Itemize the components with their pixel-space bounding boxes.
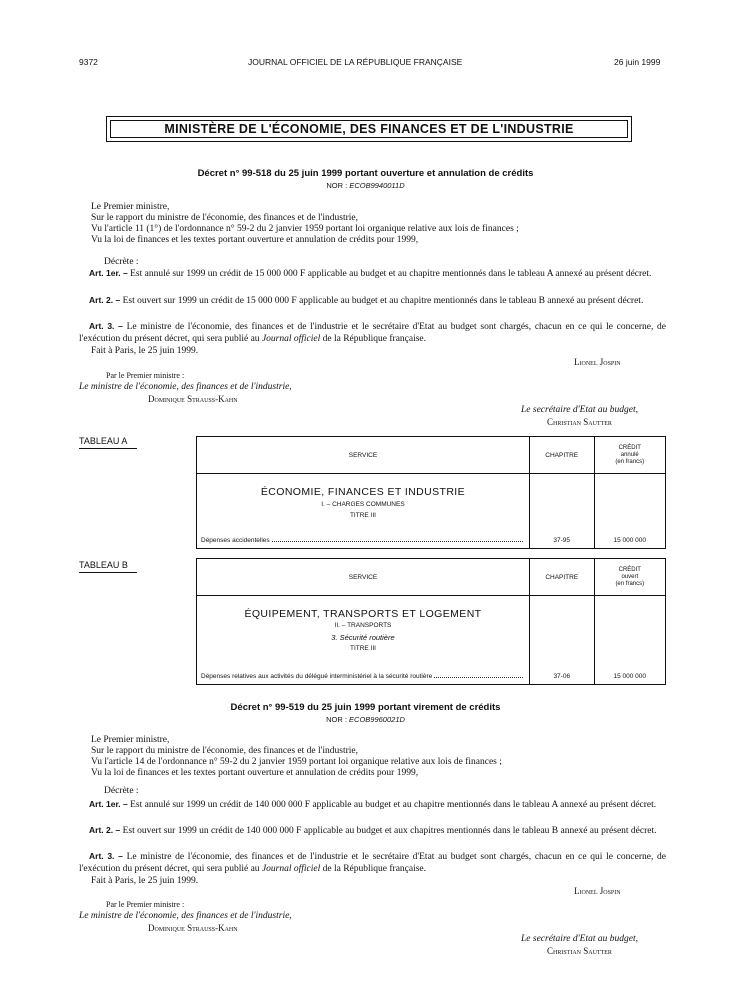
journal-officiel: Journal officiel xyxy=(261,333,321,344)
decree1-article-1 xyxy=(79,268,666,281)
decree1-preamble-line: Sur le rapport du ministre de l'économie, des finances et de l'industrie, xyxy=(91,213,358,223)
decree2-nor xyxy=(0,715,731,724)
subsubsection-heading: 3. Sécurité routière xyxy=(331,633,395,642)
column-header: SERVICE xyxy=(197,559,530,596)
decree2-title: Décret n° 99-519 du 25 juin 1999 portant virement de crédits xyxy=(230,702,501,713)
column-header: CHAPITRE xyxy=(529,437,594,474)
article-label: Art. 1er. – xyxy=(89,268,128,278)
page-number: 9372 xyxy=(79,57,98,67)
decree1-article-2 xyxy=(79,295,666,308)
decree1-signature-pm: Lionel Jospin xyxy=(574,357,621,367)
decree1-nor-label: NOR : xyxy=(326,181,348,190)
decree1-secretary-name: Christian Sautter xyxy=(547,417,612,427)
article-text: Est annulé sur 1999 un crédit de 140 000 000 F applicable au budget et au chapitre mentionnés dans le tableau A annexé au présent décret. xyxy=(130,800,657,810)
tableau-a-label: TABLEAU A xyxy=(79,436,128,446)
article-label: Art. 3. – xyxy=(89,851,123,861)
section-heading: ÉQUIPEMENT, TRANSPORTS ET LOGEMENT xyxy=(244,608,482,620)
subsection-heading: I. – CHARGES COMMUNES xyxy=(321,501,405,508)
decree2-minister-title: Le ministre de l'économie, des finances et de l'industrie, xyxy=(79,911,292,921)
decree1-article-3 xyxy=(79,321,666,345)
decree1-title: Décret n° 99-518 du 25 juin 1999 portant ouverture et annulation de crédits xyxy=(197,168,534,179)
section-heading: ÉCONOMIE, FINANCES ET INDUSTRIE xyxy=(260,486,466,498)
article-text: Le ministre de l'économie, des finances et de l'industrie et le secrétaire d'Etat au budget sont chargés, chacun en ce qui le concerne, de l'exécution du présent décret, qui sera publié au xyxy=(79,852,666,874)
row-label: Dépenses accidentelles xyxy=(199,537,527,544)
decree1-nor xyxy=(0,181,731,190)
journal-title: JOURNAL OFFICIEL DE LA RÉPUBLIQUE FRANÇAISE xyxy=(248,57,463,67)
decree2-preamble-line: Sur le rapport du ministre de l'économie, des finances et de l'industrie, xyxy=(91,746,358,756)
decree1-minister-title: Le ministre de l'économie, des finances et de l'industrie, xyxy=(79,382,292,392)
journal-officiel: Journal officiel xyxy=(261,863,321,874)
decree1-preamble-line: Vu la loi de finances et les textes portant ouverture et annulation de crédits pour 1999, xyxy=(91,235,419,245)
subsection-heading: II. – TRANSPORTS xyxy=(334,622,392,629)
article-label: Art. 3. – xyxy=(89,321,123,331)
column-header-credit: CRÉDIT ouvert (en francs) xyxy=(594,559,665,596)
issue-date: 26 juin 1999 xyxy=(614,57,661,67)
column-header-credit: CRÉDIT annulé (en francs) xyxy=(594,437,665,474)
article-text: Le ministre de l'économie, des finances et de l'industrie et le secrétaire d'Etat au budget sont chargés, chacun en ce qui le concerne, de l'exécution du présent décret, qui sera publié au xyxy=(79,322,666,344)
titre-heading: TITRE III xyxy=(349,512,376,519)
decree2-article-3 xyxy=(79,851,666,875)
decree2-minister-name: Dominique Strauss-Kahn xyxy=(148,923,238,933)
ministry-title: MINISTÈRE DE L'ÉCONOMIE, DES FINANCES ET DE L'INDUSTRIE xyxy=(164,122,574,136)
article-text: Est ouvert sur 1999 un crédit de 15 000 000 F applicable au budget et au chapitre mentionnés dans le tableau B annexé au présent décret. xyxy=(122,296,644,306)
article-label: Art. 2. – xyxy=(89,295,121,305)
decree2-par-pm: Par le Premier ministre : xyxy=(106,900,185,909)
decree2-nor-value: ECOB9960021D xyxy=(349,715,405,724)
table-row xyxy=(197,474,530,549)
decree2-fait: Fait à Paris, le 25 juin 1999. xyxy=(91,876,199,886)
decree2-secretary-title: Le secrétaire d'Etat au budget, xyxy=(521,934,638,944)
decree2-preamble-line: Vu la loi de finances et les textes portant ouverture et annulation de crédits pour 1999, xyxy=(91,768,419,778)
decree1-minister-name: Dominique Strauss-Kahn xyxy=(148,394,238,404)
decree1-secretary-title: Le secrétaire d'Etat au budget, xyxy=(521,405,638,415)
decree2-article-2 xyxy=(79,825,666,838)
article-text: de la République française. xyxy=(320,863,427,874)
decree1-decrete: Décrète : xyxy=(104,257,139,267)
decree2-preamble-line: Vu l'article 14 de l'ordonnance n° 59-2 du 2 janvier 1959 portant loi organique relative aux lois de finances ; xyxy=(91,757,502,767)
row-label: Dépenses relatives aux activités du délégué interministériel à la sécurité routière xyxy=(199,673,527,680)
tableau-b xyxy=(196,558,666,685)
tableau-a-underline xyxy=(79,448,137,449)
article-text: Est annulé sur 1999 un crédit de 15 000 000 F applicable au budget et au chapitre mentionnés dans le tableau A annexé au présent décret. xyxy=(130,269,652,279)
decree2-signature-pm: Lionel Jospin xyxy=(574,886,621,896)
tableau-a xyxy=(196,436,666,549)
decree1-preamble-line: Vu l'article 11 (1°) de l'ordonnance n° 59-2 du 2 janvier 1959 portant loi organique relative aux lois de finances ; xyxy=(91,224,519,234)
article-text: de la République française. xyxy=(320,333,427,344)
decree2-preamble-line: Le Premier ministre, xyxy=(91,735,170,745)
titre-heading: TITRE III xyxy=(349,645,376,652)
table-row xyxy=(197,596,530,685)
row-chapitre: 37-95 xyxy=(529,474,594,549)
row-credit: 15 000 000 xyxy=(594,474,665,549)
article-text: Est ouvert sur 1999 un crédit de 140 000 000 F applicable au budget et aux chapitres mentionnés dans le tableau B annexé au présent décret. xyxy=(122,826,657,836)
decree1-par-pm: Par le Premier ministre : xyxy=(106,371,185,380)
row-credit: 15 000 000 xyxy=(594,596,665,685)
decree2-decrete: Décrète : xyxy=(104,786,139,796)
column-header: CHAPITRE xyxy=(529,559,594,596)
decree1-preamble-line: Le Premier ministre, xyxy=(91,202,170,212)
tableau-b-label: TABLEAU B xyxy=(79,560,128,570)
decree2-article-1 xyxy=(79,799,666,812)
ministry-box xyxy=(106,116,632,142)
decree1-fait: Fait à Paris, le 25 juin 1999. xyxy=(91,346,199,356)
column-header: SERVICE xyxy=(197,437,530,474)
article-label: Art. 1er. – xyxy=(89,799,128,809)
row-chapitre: 37-06 xyxy=(529,596,594,685)
article-label: Art. 2. – xyxy=(89,825,121,835)
decree1-nor-value: ECOB9940011D xyxy=(349,181,405,190)
decree2-secretary-name: Christian Sautter xyxy=(547,946,612,956)
tableau-b-underline xyxy=(79,572,137,573)
decree2-nor-label: NOR : xyxy=(326,715,347,724)
